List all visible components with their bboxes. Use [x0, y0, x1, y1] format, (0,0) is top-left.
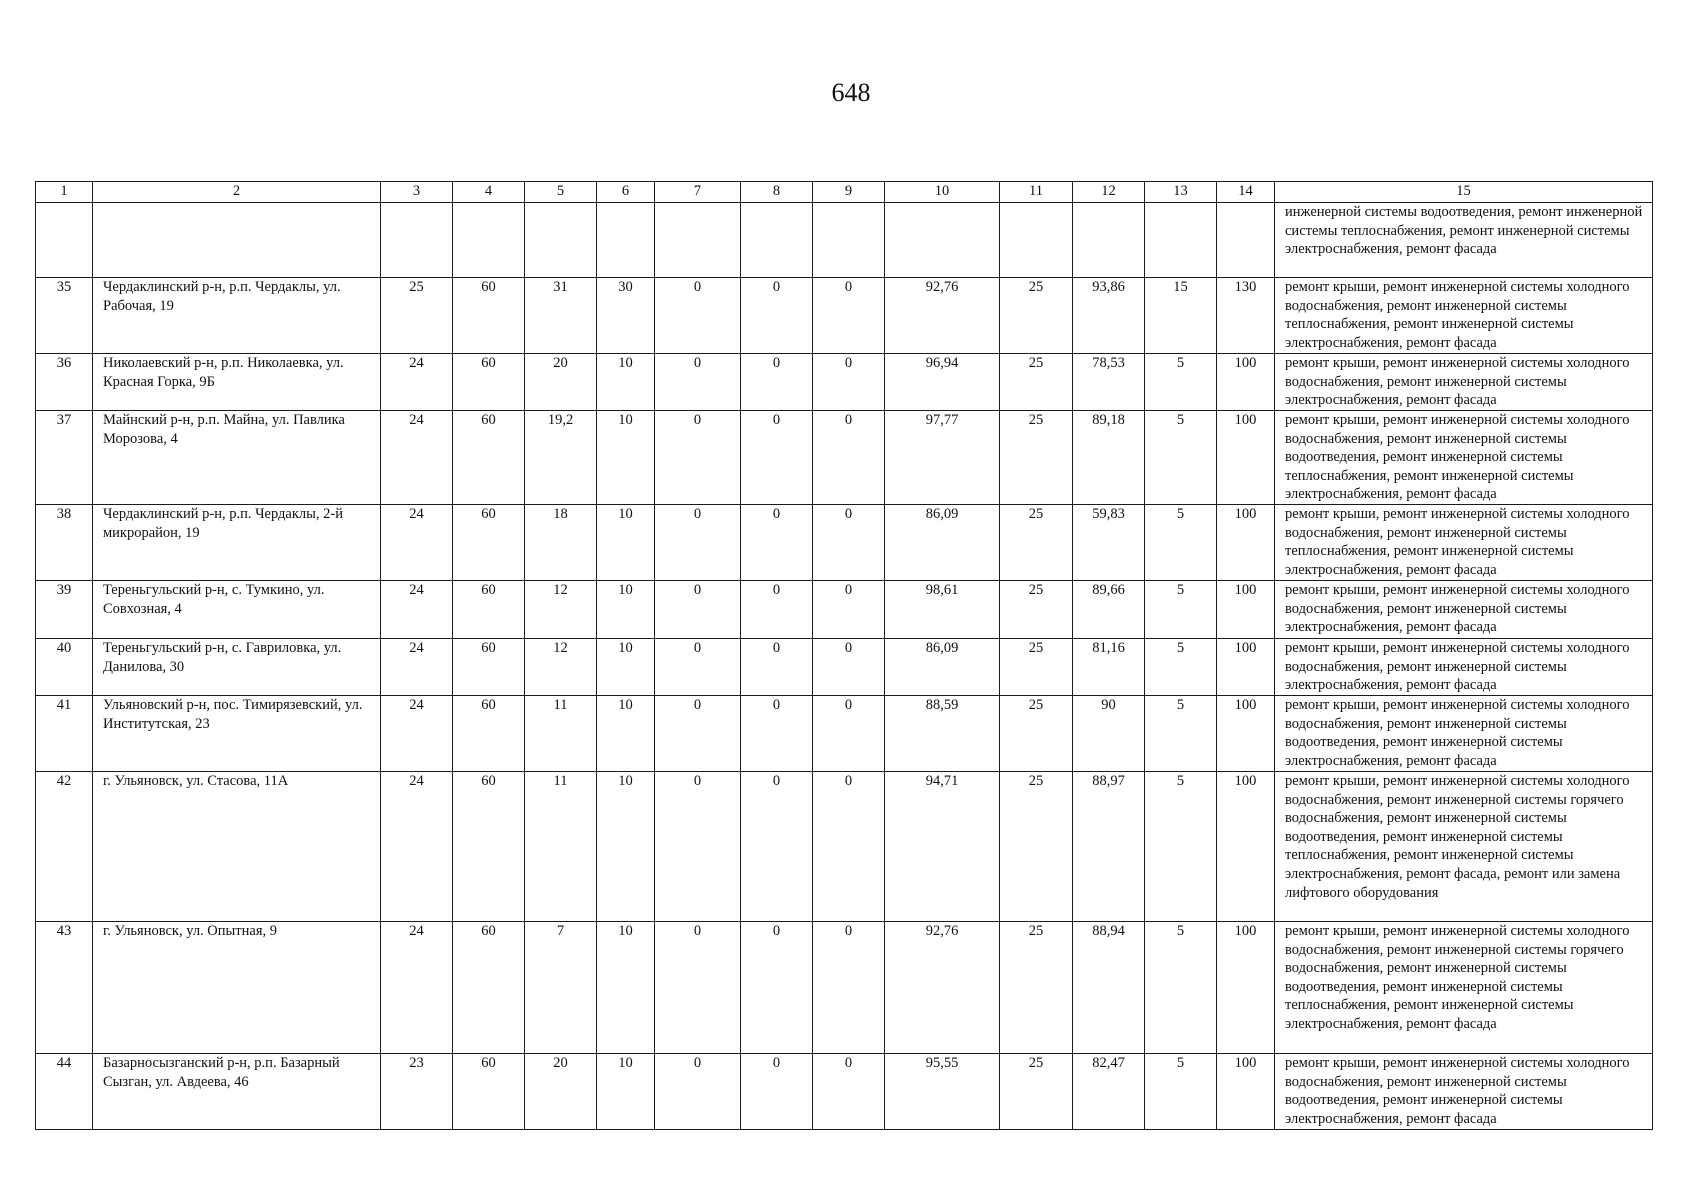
cell: 0	[741, 1054, 813, 1130]
column-number-row	[36, 182, 1653, 203]
repair-works: ремонт крыши, ремонт инженерной системы холодного водоснабжения, ремонт инженерной системы теплоснабжения, ремонт инженерной системы электроснабжения, ремонт фасада	[1275, 505, 1653, 581]
cell: 11	[525, 696, 597, 772]
row-number: 42	[36, 772, 93, 922]
cell: 100	[1217, 639, 1275, 696]
building-address: Чердаклинский р-н, р.п. Чердаклы, ул. Рабочая, 19	[93, 278, 381, 354]
cell: 5	[1145, 354, 1217, 411]
cell: 0	[741, 639, 813, 696]
cell: 7	[525, 922, 597, 1054]
cell: 0	[813, 278, 885, 354]
cell: 0	[655, 639, 741, 696]
cell: 100	[1217, 411, 1275, 505]
cell: 5	[1145, 772, 1217, 922]
cell: 19,2	[525, 411, 597, 505]
repair-works: ремонт крыши, ремонт инженерной системы холодного водоснабжения, ремонт инженерной системы электроснабжения, ремонт фасада	[1275, 581, 1653, 639]
cell: 0	[741, 411, 813, 505]
page-number: 648	[831, 78, 871, 107]
cell: 81,16	[1073, 639, 1145, 696]
cell: 24	[381, 696, 453, 772]
cell: 10	[597, 772, 655, 922]
cell: 100	[1217, 922, 1275, 1054]
cell: 5	[1145, 639, 1217, 696]
column-header: 11	[1000, 182, 1073, 203]
cell: 0	[741, 278, 813, 354]
building-address: г. Ульяновск, ул. Стасова, 11А	[93, 772, 381, 922]
building-address: г. Ульяновск, ул. Опытная, 9	[93, 922, 381, 1054]
cell: 100	[1217, 696, 1275, 772]
table-row	[36, 696, 1653, 772]
column-header: 15	[1275, 182, 1653, 203]
cell: 93,86	[1073, 278, 1145, 354]
cell: 96,94	[885, 354, 1000, 411]
column-header: 14	[1217, 182, 1275, 203]
cell: 88,94	[1073, 922, 1145, 1054]
cell: 100	[1217, 505, 1275, 581]
cell: 95,55	[885, 1054, 1000, 1130]
cell: 24	[381, 581, 453, 639]
column-header: 8	[741, 182, 813, 203]
repair-works: ремонт крыши, ремонт инженерной системы холодного водоснабжения, ремонт инженерной системы электроснабжения, ремонт фасада	[1275, 639, 1653, 696]
cell: 0	[741, 505, 813, 581]
cell: 5	[1145, 411, 1217, 505]
cell: 20	[525, 1054, 597, 1130]
table-row	[36, 278, 1653, 354]
cell: 100	[1217, 1054, 1275, 1130]
table-row	[36, 581, 1653, 639]
cell: 0	[813, 505, 885, 581]
table-row	[36, 922, 1653, 1054]
cell: 0	[813, 1054, 885, 1130]
cell: 92,76	[885, 922, 1000, 1054]
cell: 60	[453, 581, 525, 639]
cell: 60	[453, 411, 525, 505]
cell: 31	[525, 278, 597, 354]
cell: 86,09	[885, 639, 1000, 696]
row-number: 39	[36, 581, 93, 639]
cell: 25	[1000, 696, 1073, 772]
cell: 100	[1217, 772, 1275, 922]
cell: 60	[453, 772, 525, 922]
cell: 0	[813, 639, 885, 696]
column-header: 2	[93, 182, 381, 203]
cell: 0	[813, 772, 885, 922]
cell: 0	[741, 581, 813, 639]
cell: 24	[381, 354, 453, 411]
row-number: 37	[36, 411, 93, 505]
cell: 15	[1145, 278, 1217, 354]
row-number: 35	[36, 278, 93, 354]
table-row	[36, 1054, 1653, 1130]
building-address: Ульяновский р-н, пос. Тимирязевский, ул. Институтская, 23	[93, 696, 381, 772]
cell: 60	[453, 354, 525, 411]
cell: 5	[1145, 581, 1217, 639]
cell: 0	[813, 922, 885, 1054]
cell: 10	[597, 354, 655, 411]
repair-works: ремонт крыши, ремонт инженерной системы холодного водоснабжения, ремонт инженерной системы горячего водоснабжения, ремонт инженерной системы водоотведения, ремонт инженерной системы теплоснабжения, ремонт инженерной системы электроснабжения, ремонт фасада, ремонт или замена лифтового оборудования	[1275, 772, 1653, 922]
cell: 0	[813, 354, 885, 411]
cell: 25	[1000, 639, 1073, 696]
column-header: 3	[381, 182, 453, 203]
cell: 100	[1217, 581, 1275, 639]
cell: 12	[525, 639, 597, 696]
building-address: Тереньгульский р-н, с. Тумкино, ул. Совхозная, 4	[93, 581, 381, 639]
cell: 89,18	[1073, 411, 1145, 505]
cell: 5	[1145, 696, 1217, 772]
cell: 20	[525, 354, 597, 411]
cell: 0	[655, 505, 741, 581]
building-address: Базарносызганский р-н, р.п. Базарный Сызган, ул. Авдеева, 46	[93, 1054, 381, 1130]
cell: 25	[1000, 772, 1073, 922]
column-header: 12	[1073, 182, 1145, 203]
cell: 0	[741, 696, 813, 772]
housing-repair-table	[35, 181, 1653, 1130]
continuation-row	[36, 203, 1653, 278]
building-address: Тереньгульский р-н, с. Гавриловка, ул. Данилова, 30	[93, 639, 381, 696]
cell: 0	[655, 1054, 741, 1130]
cell: 11	[525, 772, 597, 922]
cell: 60	[453, 922, 525, 1054]
repair-works: ремонт крыши, ремонт инженерной системы холодного водоснабжения, ремонт инженерной системы горячего водоснабжения, ремонт инженерной системы водоотведения, ремонт инженерной системы теплоснабжения, ремонт инженерной системы электроснабжения, ремонт фасада	[1275, 922, 1653, 1054]
cell: 5	[1145, 922, 1217, 1054]
row-number: 36	[36, 354, 93, 411]
column-header: 10	[885, 182, 1000, 203]
cell: 90	[1073, 696, 1145, 772]
cell: 25	[381, 278, 453, 354]
column-header: 5	[525, 182, 597, 203]
cell: 10	[597, 1054, 655, 1130]
cell: 24	[381, 411, 453, 505]
cell: 88,97	[1073, 772, 1145, 922]
cell: 0	[813, 581, 885, 639]
cell: 0	[741, 354, 813, 411]
column-header: 13	[1145, 182, 1217, 203]
cell: 25	[1000, 581, 1073, 639]
row-number: 41	[36, 696, 93, 772]
column-header: 7	[655, 182, 741, 203]
building-address: Николаевский р-н, р.п. Николаевка, ул. Красная Горка, 9Б	[93, 354, 381, 411]
cell: 0	[741, 922, 813, 1054]
cell: 100	[1217, 354, 1275, 411]
cell: 82,47	[1073, 1054, 1145, 1130]
cell: 5	[1145, 505, 1217, 581]
cell: 86,09	[885, 505, 1000, 581]
cell: 24	[381, 639, 453, 696]
row-number: 43	[36, 922, 93, 1054]
cell: 60	[453, 1054, 525, 1130]
building-address: Майнский р-н, р.п. Майна, ул. Павлика Морозова, 4	[93, 411, 381, 505]
cell: 12	[525, 581, 597, 639]
cell: 10	[597, 581, 655, 639]
cell: 92,76	[885, 278, 1000, 354]
column-header: 6	[597, 182, 655, 203]
repair-works: ремонт крыши, ремонт инженерной системы холодного водоснабжения, ремонт инженерной системы водоотведения, ремонт инженерной системы электроснабжения, ремонт фасада	[1275, 696, 1653, 772]
cell: 25	[1000, 505, 1073, 581]
cell: 10	[597, 696, 655, 772]
cell: 0	[655, 354, 741, 411]
cell: 0	[655, 411, 741, 505]
table-row	[36, 505, 1653, 581]
cell: 10	[597, 505, 655, 581]
repair-works: ремонт крыши, ремонт инженерной системы холодного водоснабжения, ремонт инженерной системы теплоснабжения, ремонт инженерной системы электроснабжения, ремонт фасада	[1275, 278, 1653, 354]
table-row	[36, 639, 1653, 696]
row-number: 40	[36, 639, 93, 696]
cell: 5	[1145, 1054, 1217, 1130]
cell: 18	[525, 505, 597, 581]
cell: 10	[597, 411, 655, 505]
cell: 25	[1000, 278, 1073, 354]
cell: 60	[453, 696, 525, 772]
cell: 94,71	[885, 772, 1000, 922]
cell: 25	[1000, 922, 1073, 1054]
cell: 130	[1217, 278, 1275, 354]
repair-works: инженерной системы водоотведения, ремонт инженерной системы теплоснабжения, ремонт инженерной системы электроснабжения, ремонт фасада	[1275, 203, 1653, 278]
cell: 0	[813, 696, 885, 772]
cell: 24	[381, 772, 453, 922]
cell: 0	[655, 581, 741, 639]
cell: 0	[655, 772, 741, 922]
repair-works: ремонт крыши, ремонт инженерной системы холодного водоснабжения, ремонт инженерной системы электроснабжения, ремонт фасада	[1275, 354, 1653, 411]
cell: 60	[453, 639, 525, 696]
building-address: Чердаклинский р-н, р.п. Чердаклы, 2-й микрорайон, 19	[93, 505, 381, 581]
column-header: 9	[813, 182, 885, 203]
cell: 60	[453, 278, 525, 354]
cell: 0	[741, 772, 813, 922]
cell: 60	[453, 505, 525, 581]
repair-works: ремонт крыши, ремонт инженерной системы холодного водоснабжения, ремонт инженерной системы водоотведения, ремонт инженерной системы электроснабжения, ремонт фасада	[1275, 1054, 1653, 1130]
cell: 78,53	[1073, 354, 1145, 411]
cell: 0	[655, 278, 741, 354]
cell: 97,77	[885, 411, 1000, 505]
cell: 10	[597, 639, 655, 696]
cell: 24	[381, 505, 453, 581]
cell: 59,83	[1073, 505, 1145, 581]
cell: 0	[813, 411, 885, 505]
column-header: 1	[36, 182, 93, 203]
column-header: 4	[453, 182, 525, 203]
row-number: 38	[36, 505, 93, 581]
cell: 30	[597, 278, 655, 354]
cell: 25	[1000, 411, 1073, 505]
table-row	[36, 772, 1653, 922]
cell: 25	[1000, 1054, 1073, 1130]
cell: 0	[655, 696, 741, 772]
cell: 10	[597, 922, 655, 1054]
repair-works: ремонт крыши, ремонт инженерной системы холодного водоснабжения, ремонт инженерной системы водоотведения, ремонт инженерной системы теплоснабжения, ремонт инженерной системы электроснабжения, ремонт фасада	[1275, 411, 1653, 505]
cell: 23	[381, 1054, 453, 1130]
row-number: 44	[36, 1054, 93, 1130]
cell: 24	[381, 922, 453, 1054]
cell: 0	[655, 922, 741, 1054]
cell: 25	[1000, 354, 1073, 411]
cell: 98,61	[885, 581, 1000, 639]
cell: 88,59	[885, 696, 1000, 772]
table-row	[36, 411, 1653, 505]
table-row	[36, 354, 1653, 411]
cell: 89,66	[1073, 581, 1145, 639]
